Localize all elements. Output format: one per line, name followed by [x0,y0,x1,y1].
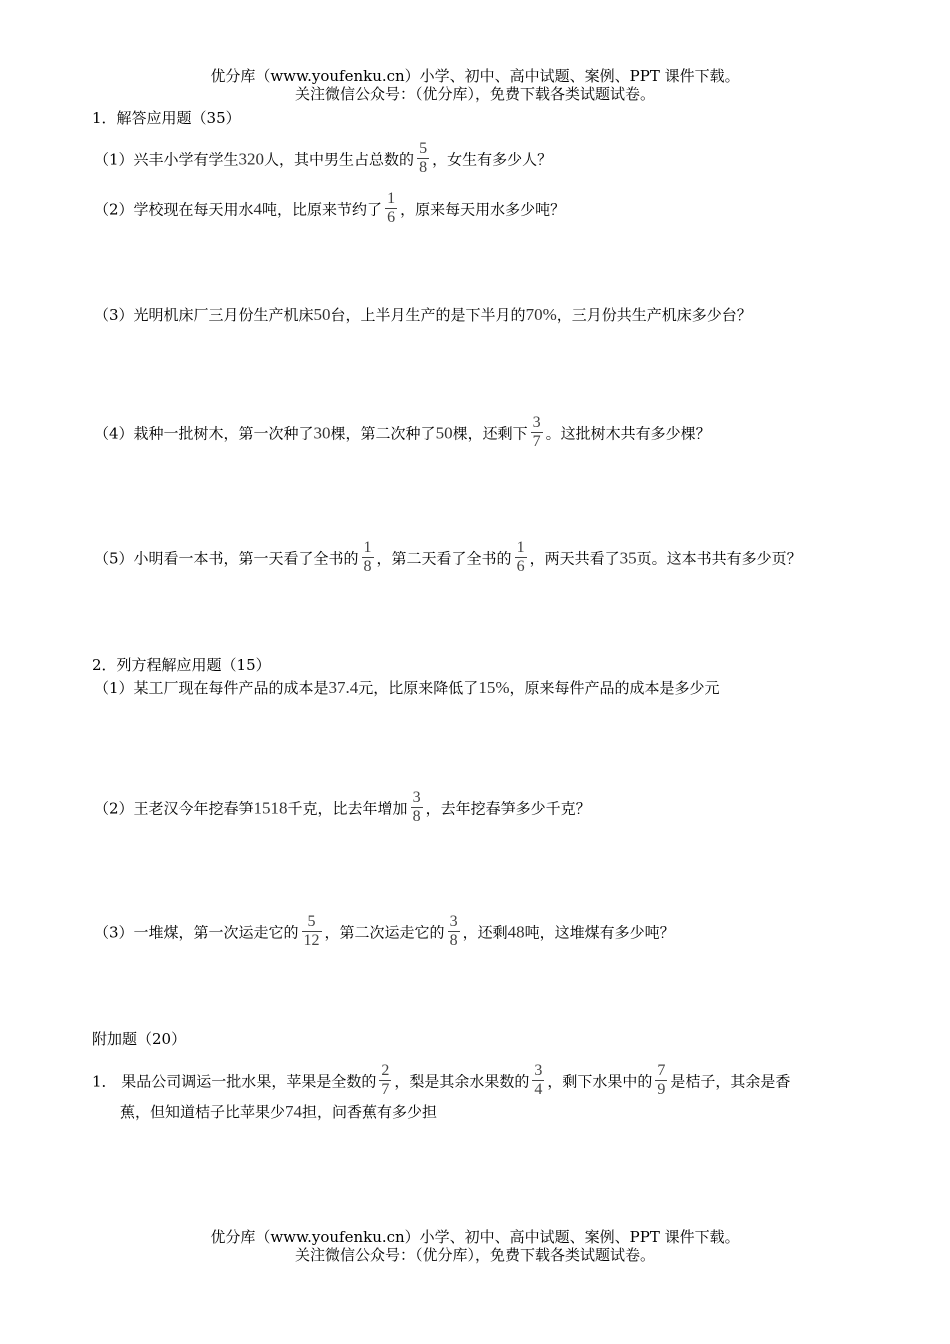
fraction: $\frac{5}{8}$ [419,140,428,176]
question-1-2: （2）学校现在每天用水4吨，比原来节约了 $\frac{1}{6}$ ，原来每天用水多少吨？ [94,190,566,226]
question-2-3: （3）一堆煤，第一次运走它的 $\frac{5}{12}$ ，第二次运走它的 $\frac{3}{8}$ ，还剩48吨，这堆煤有多少吨？ [94,913,675,949]
section-1-title: 1．解答应用题（35） [92,109,241,127]
fraction: $\frac{5}{12}$ [303,913,320,949]
question-1-5: （5）小明看一本书，第一天看了全书的 $\frac{1}{8}$ ，第二天看了全书的 $\frac{1}{6}$ ，两天共看了35页。这本书共有多少页？ [94,539,802,575]
section-2-title: 2．列方程解应用题（15） [92,656,271,674]
question-3-1-line-2: 蕉，但知道桔子比苹果少74担，问香蕉有多少担 [120,1102,438,1121]
fraction: $\frac{2}{7}$ [381,1062,390,1098]
fraction: $\frac{3}{8}$ [412,789,421,825]
fraction: $\frac{3}{7}$ [532,414,541,450]
section-3-title: 附加题（20） [92,1030,187,1048]
question-2-1: （1）某工厂现在每件产品的成本是37.4元，比原来降低了15%，原来每件产品的成本是多少元 [94,678,720,697]
fraction: $\frac{3}{4}$ [534,1062,543,1098]
header-line-1: 优分库（www.youfenku.cn）小学、初中、高中试题、案例、PPT 课件下载。 [210,67,740,85]
question-2-2: （2）王老汉今年挖春笋1518千克，比去年增加 $\frac{3}{8}$ ，去年挖春笋多少千克？ [94,789,591,825]
fraction: $\frac{1}{8}$ [363,539,372,575]
footer-line-2: 关注微信公众号：（优分库），免费下载各类试题试卷。 [294,1246,655,1264]
question-1-3: （3）光明机床厂三月份生产机床50台，上半月生产的是下半月的70%，三月份共生产机床多少台？ [94,305,752,324]
fraction: $\frac{7}{9}$ [657,1062,666,1098]
footer-line-1: 优分库（www.youfenku.cn）小学、初中、高中试题、案例、PPT 课件下载。 [210,1228,740,1246]
question-3-1-line-1: 1． 果品公司调运一批水果，苹果是全数的 $\frac{2}{7}$ ，梨是其余水果数的 $\frac{3}{4}$ ，剩下水果中的 $\frac{7}{9}$ 是桔子，其余是香 [92,1062,791,1098]
fraction: $\frac{3}{8}$ [449,913,458,949]
question-1-1: （1）兴丰小学有学生320人，其中男生占总数的 $\frac{5}{8}$ ，女生有多少人？ [94,140,553,176]
header-line-2: 关注微信公众号：（优分库），免费下载各类试题试卷。 [294,85,655,103]
question-1-4: （4）栽种一批树木，第一次种了30棵，第二次种了50棵，还剩下 $\frac{3}{7}$ 。这批树木共有多少棵？ [94,414,711,450]
fraction: $\frac{1}{6}$ [387,190,396,226]
fraction: $\frac{1}{6}$ [516,539,525,575]
